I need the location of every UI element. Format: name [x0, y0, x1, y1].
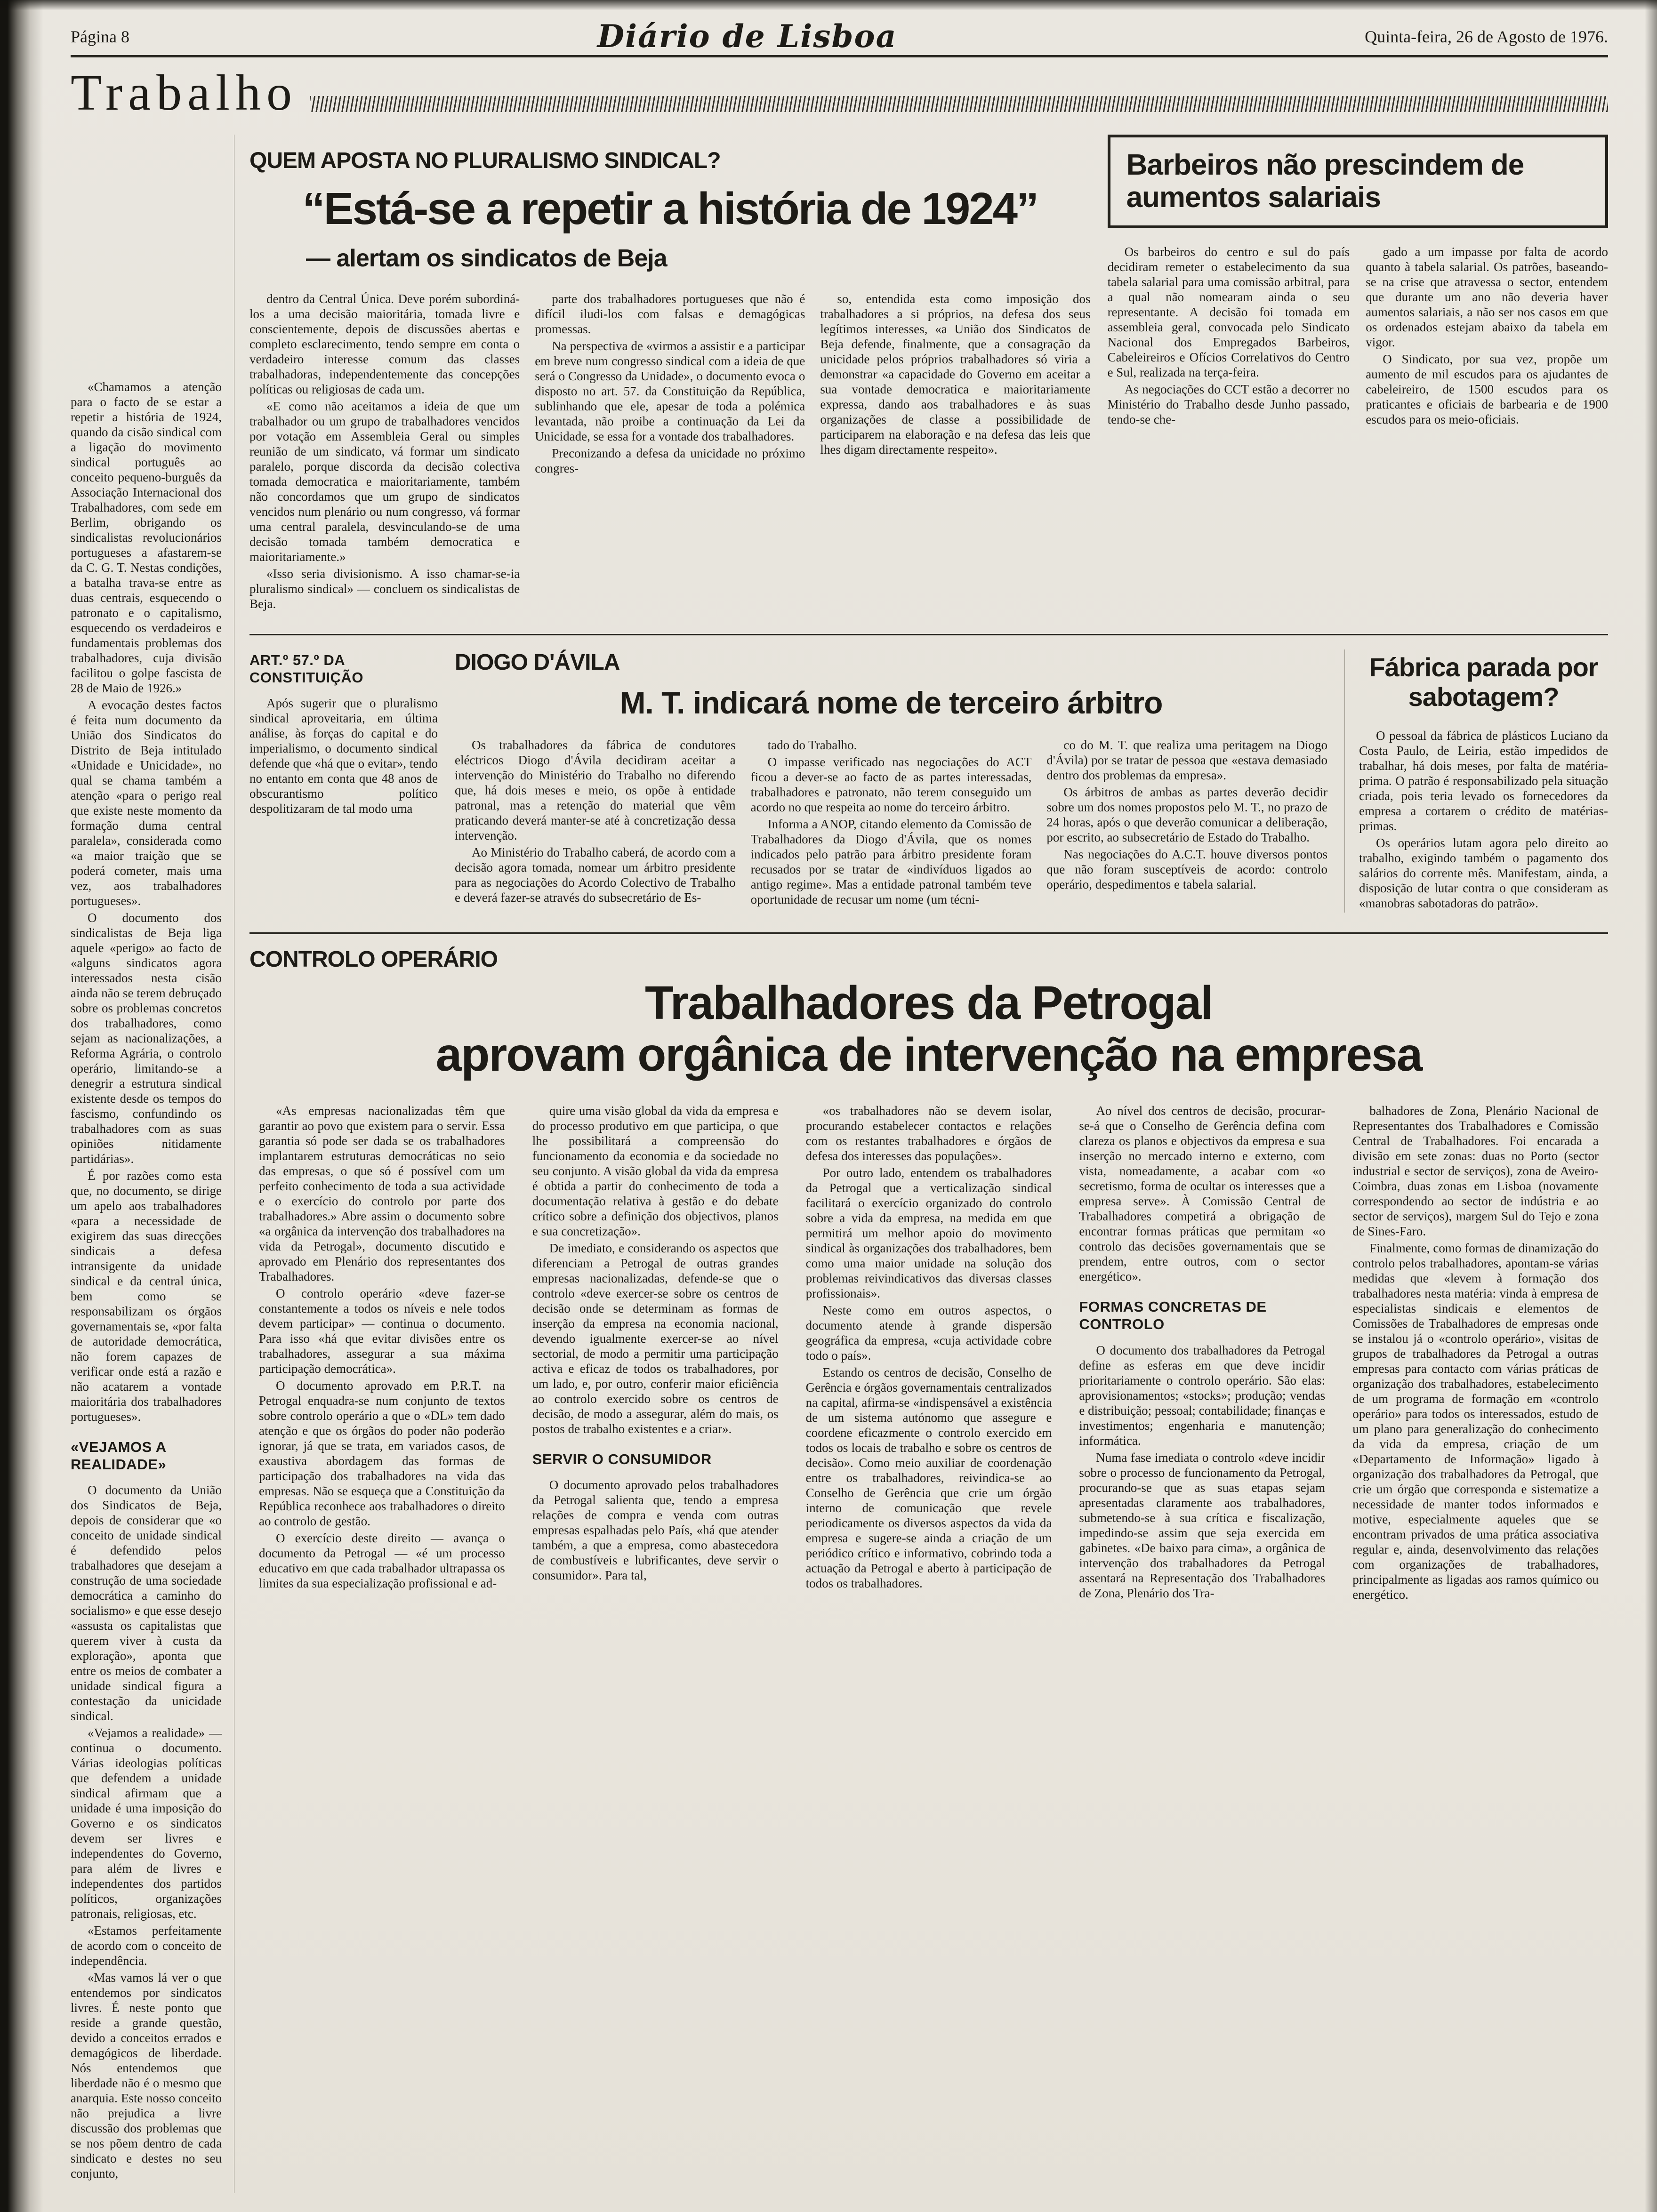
beja-article: [249, 135, 1091, 613]
paragraph: O controlo operário «deve fazer-se constantemente a todos os níveis e nele todos devem participar» — continua o documento. Para isso «há que evitar divisões entre os trabalhadores, assegurar a sua máxima participação democrática».: [259, 1286, 505, 1376]
section-title-rule: [310, 96, 1608, 112]
paragraph: Os operários lutam agora pelo direito ao trabalho, exigindo também o pagamento dos salários do corrente mês. Manifestam, ainda, a disposição de lutar contra o que consideram as «manobras sabotadoras do patrão».: [1359, 836, 1608, 911]
paragraph: Os barbeiros do centro e sul do país decidiram remeter o estabelecimento da sua tabela salarial para uma comissão arbitral, para a qual não nomearam ainda o seu representante. A decisão foi tomada em assembleia geral, convocada pelo Sindicato Nacional dos Empregados Barbeiros, Cabeleireiros e Ofícios Correlativos do Centro e Sul, realizada na terça-feira.: [1107, 244, 1350, 379]
diogo-column-2: [751, 737, 1032, 909]
paragraph: O documento aprovado pelos trabalhadores da Petrogal salienta que, tendo a empresa relações de compra e venda com outras empresas espalhadas pelo País, «há que atender também, a que a empresa, como abastecedora de combustíveis e lubrificantes, deve servir o consumidor». Para tal,: [532, 1478, 779, 1583]
paragraph: dentro da Central Única. Deve porém subordiná-los a uma decisão maioritária, tomada livre e conscientemente, depois de discussões abertas e completo esclarecimento, tendo sempre em conta o verdadeiro interesse comum das classes trabalhadoras, independentemente das concepções políticas ou religiosas de cada um.: [249, 291, 520, 396]
petrogal-subhead-servir: SERVIR O CONSUMIDOR: [532, 1451, 712, 1468]
petrogal-column-2: [532, 1103, 779, 1604]
paragraph: quire uma visão global da vida da empresa e do processo produtivo em que participa, o que lhe possibilitará a compreensão do funcionamento da economia e da sociedade no seu conjunto. A visão global da vida da empresa é obtida a partir do conhecimento de toda a documentação relativa à gestão e do debate crítico sobre a definição dos objectivos, planos e sua concretização».: [532, 1104, 779, 1239]
paragraph: As negociações do CCT estão a decorrer no Ministério do Trabalho desde Junho passado, tendo-se che-: [1107, 382, 1350, 426]
paragraph: co do M. T. que realiza uma peritagem na Diogo d'Ávila) por se tratar de pessoa que «estava demasiado dentro dos problemas da empresa».: [1046, 737, 1328, 782]
diogo-column-3: [1046, 737, 1327, 909]
section-title-trabalho: Trabalho: [71, 64, 298, 121]
paragraph: so, entendida esta como imposição dos trabalhadores a si próprios, na defesa dos seus legítimos interesses, «a União dos Sindicatos de Beja defende, finalmente, que a consagração da unicidade pelos próprios trabalhadores só viria a demonstrar «a capacidade do Governo em aceitar a sua vontade democratica e maioritariamente expressa, dando aos trabalhadores e às suas organizações de classe a possibilidade de participarem na elaboração e na defesa das leis que lhes digam directamente respeito».: [820, 291, 1091, 457]
scan-artifact-top-edge: [0, 0, 1657, 10]
paragraph: Preconizando a defesa da unicidade no próximo congres-: [535, 446, 805, 475]
paragraph: O documento aprovado em P.R.T. na Petrogal enquadra-se num conjunto de textos sobre controlo operário a que o «DL» tem dado atenção e que os órgãos do poder não poderão ignorar, já que se trata, em variados casos, de exaustiva abordagem das formas de participação dos trabalhadores na vida das empresas. Não se esqueça que a Constituição da República reconhece aos trabalhadores o direito ao controlo de gestão.: [259, 1378, 505, 1529]
paragraph: O Sindicato, por sua vez, propõe um aumento de mil escudos para os ajudantes de cabeleireiro, de 1500 escudos para os praticantes e oficiais de barbearia e de 1900 escudos para os meio-oficiais.: [1366, 352, 1608, 426]
petrogal-headline-line1: Trabalhadores da Petrogal: [645, 977, 1213, 1030]
beja-body: [249, 291, 1091, 613]
barbeiros-headline-box: [1108, 135, 1608, 228]
petrogal-column-3: [806, 1103, 1052, 1604]
diogo-headline: M. T. indicará nome de terceiro árbitro: [619, 685, 1163, 720]
barbeiros-column-1: [1108, 244, 1350, 429]
fabrica-text: [1359, 728, 1608, 911]
paragraph: Estando os centros de decisão, Conselho de Gerência e órgãos governamentais centralizados na capital, afirma-se «indispensável a existência de um sistema autónomo que assegure e coordene eficazmente o controlo exercido em todos os locais de trabalho e sobre os centros de decisão». Como meio auxiliar de coordenação entre os trabalhadores, reivindica-se ao Conselho de Gerência que crie um órgão interno de comunicação que revele periodicamente os diversos aspectos da vida da empresa e sugere-se ainda a criação de um periódico crítico e informativo, cobrindo toda a actuação da Petrogal e aberto à participação de todos os trabalhadores.: [805, 1365, 1052, 1591]
beja-subhead: — alertam os sindicatos de Beja: [306, 244, 667, 272]
petrogal-headline-line2: aprovam orgânica de intervenção na empresa: [435, 1028, 1422, 1082]
petrogal-body: [249, 1103, 1608, 1604]
page-number: Página 8: [71, 27, 129, 46]
petrogal-col2b-text: [532, 1477, 779, 1583]
petrogal-article: [249, 932, 1608, 2193]
paragraph: Nas negociações do A.C.T. houve diversos pontos que não foram susceptíveis de acordo: controlo operário, despedimentos e tabela salarial.: [1046, 847, 1328, 891]
scan-artifact-right-edge: [1645, 0, 1657, 2212]
paragraph: Neste como em outros aspectos, o documento atende à grande dispersão geográfica da empresa, «cuja actividade cobre todo o país».: [805, 1303, 1052, 1363]
paragraph: De imediato, e considerando os aspectos que diferenciam a Petrogal de outras grandes empresas nacionalizadas, defende-se que o controlo «deve exercer-se sobre os centros de decisão onde se determinam as formas de inserção da empresa na economia nacional, devendo igualmente exercer-se ao nível sectorial, de modo a permitir uma participação activa e eficaz de todos os trabalhadores, por um lado, e, por outro, conferir maior eficiência ao controlo exercido sobre os centros de decisão, de modo a assegurar, além do mais, os postos de trabalho existentes e a criar».: [532, 1241, 779, 1436]
paragraph: parte dos trabalhadores portugueses que não é difícil iludi-los com falsas e demagógicas promessas.: [535, 291, 805, 336]
beja-column-3: [535, 291, 805, 613]
fabrica-headline: Fábrica parada por sabotagem?: [1369, 652, 1598, 712]
paragraph: tado do Trabalho.: [767, 737, 857, 752]
beja-column-2: [249, 291, 520, 613]
paragraph: Ao nível dos centros de decisão, procurar-se-á que o Conselho de Gerência defina com clareza os planos e objectivos da empresa e sua inserção no mercado interno e externo, com vista, nomeadamente, a acabar com «o secretismo, forma de ocultar os interesses que a empresa serve». À Comissão Central de Trabalhadores competirá a obrigação de encontrar formas práticas que permitam «o controlo das decisões governamentais que se prendem, entre outros, com o sector energético».: [1079, 1104, 1326, 1284]
section-header: [71, 64, 1608, 121]
beja-column-2b: [249, 649, 438, 913]
page-header: [71, 18, 1608, 57]
diogo-article: [455, 649, 1327, 913]
barbeiros-article: [1108, 135, 1608, 613]
petrogal-column-4: [1079, 1103, 1325, 1604]
paragraph: O exercício deste direito — avança o documento da Petrogal — «é um processo educativo em que cada trabalhador ultrapassa os limites da sua especialização profissional e ad-: [259, 1531, 505, 1591]
paragraph: «E como não aceitamos a ideia de que um trabalhador ou um grupo de trabalhadores vencidos por votação em Assembleia Geral ou simples reunião de um sindicato, vá formar um sindicato paralelo, porque discorda da decisão colectiva tomada democratica e maioritariamente, também não concordamos que um grupo de sindicatos vencidos num plenário ou num congresso, vá formar uma central paralela, desvinculando-se de uma decisão tomada também democratica e maioritariamente.»: [249, 399, 520, 564]
petrogal-col2-text: [532, 1103, 779, 1436]
beja-col1-text: [71, 379, 222, 1424]
paragraph: gado a um impasse por falta de acordo quanto à tabela salarial. Os patrões, baseando-se na crise que atravessa o sector, entendem que durante um ano não deveria haver aumentos salariais, a não ser nos casos em que os ordenados estejam abaixo da tabela em vigor.: [1366, 244, 1608, 349]
paragraph: O documento dos sindicalistas de Beja liga aquele «perigo» ao facto de «alguns sindicatos agora interessados nesta cisão ainda não se terem debruçado sobre os problemas concretos dos trabalhadores, como sejam as nacionalizações, a Reforma Agrária, o controlo operário, limitando-se a denegrir a estrutura sindical existente desde os tempos do fascismo, confundindo os trabalhadores com as suas opiniões nitidamente partidárias».: [71, 910, 222, 1166]
paragraph: Numa fase imediata o controlo «deve incidir sobre o processo de funcionamento da Petrogal, procurando-se que as suas etapas sejam apresentadas claramente aos trabalhadores, submetendo-se à sua crítica e fiscalização, impedindo-se assim que seja exercida em gabinetes. «De baixo para cima», a orgânica de intervenção dos trabalhadores da Petrogal assentará na Representação dos Trabalhadores de Zona, Plenário dos Tra-: [1079, 1450, 1326, 1600]
paragraph: «Mas vamos lá ver o que entendemos por sindicatos livres. É neste ponto que reside a grande questão, devido a conceitos errados e demagógicos de liberdade. Nós entendemos que liberdade não é o mesmo que anarquia. Este nosso conceito não prejudica a livre discussão dos problemas que se nos põem dentro de cada sindicato e destes no seu conjunto,: [71, 1971, 222, 2181]
paragraph: O pessoal da fábrica de plásticos Luciano da Costa Paulo, de Leiria, estão impedidos de trabalhar, há dois meses, por falta de matéria-prima. O patrão é responsabilizado pela situação criada, pois teria levado os fornecedores da empresa a cortarem o crédito de matérias-primas.: [1359, 729, 1608, 834]
scan-artifact-left-edge: [0, 0, 43, 2212]
paragraph: «As empresas nacionalizadas têm que garantir ao povo que existem para o servir. Essa garantia só pode ser dada se os trabalhadores implantarem estruturas democráticas no seio das empresas, o que só é possível com um perfeito conhecimento de toda a sua actividade e o exercício do controlo por parte dos trabalhadores.» Abre assim o documento sobre «a orgânica da intervenção dos trabalhadores na vida da Petrogal», documento discutido e aprovado em Plenário dos representantes dos Trabalhadores.: [259, 1104, 505, 1284]
beja-col2b-text: [249, 696, 438, 816]
paragraph: Por outro lado, entendem os trabalhadores da Petrogal que a verticalização sindical facilitará o exercício organizado do controlo sobre a vida da empresa, na medida em que permitirá um melhor apoio do movimento sindical às organizações dos trabalhadores, bem como uma maior unidade na solução dos problemas reivindicativos das diversas classes profissionais».: [805, 1166, 1052, 1301]
paragraph: Informa a ANOP, citando elemento da Comissão de Trabalhadores da Diogo d'Ávila, que os nomes indicados pelo patrão para árbitro presidente foram recusados por se tratar de «indivíduos ligados ao antigo regime». Mas a entidade patronal também teve oportunidade de recusar um nome (um técni-: [750, 817, 1032, 906]
paragraph: Os árbitros de ambas as partes deverão decidir sobre um dos nomes propostos pelo M. T., no prazo de 24 horas, após o que deverão comunicar a deliberação, por escrito, ao subsecretário de Estado do Trabalho.: [1046, 785, 1328, 844]
paragraph: A evocação destes factos é feita num documento da União dos Sindicatos do Distrito de Beja intitulado «Unidade e Unicidade», no qual se chama também a atenção «para o perigo real que existe neste momento da formação duma central paralela», considerada como «a maior traição que se poderá cometer, mais uma vez, aos trabalhadores portugueses».: [71, 697, 222, 908]
fabrica-article: [1344, 649, 1608, 913]
beja-col1b-text: [71, 1483, 222, 2181]
paragraph: É por razões como esta que, no documento, se dirige um apelo aos trabalhadores «para a necessidade de exigirem das suas direcções sindicais a defesa intransigente da unidade sindical e da central única, bem como se responsabilizam os órgãos governamentais se, «por falta de autoridade democrática, não forem capazes de verificar onde está a razão e não acatarem a vontade maioritária dos trabalhadores portugueses».: [71, 1168, 222, 1424]
petrogal-subhead-formas: FORMAS CONCRETAS DE CONTROLO: [1079, 1298, 1267, 1333]
paragraph: «Isso seria divisionismo. A isso chamar-se-ia pluralismo sindical» — concluem os sindicalistas de Beja.: [249, 566, 520, 611]
paragraph: O documento da União dos Sindicatos de Beja, depois de considerar que «o conceito de unidade sindical é defendido pelos trabalhadores que desejam a construção de uma sociedade democrática a caminho do socialismo» e que esse desejo «assusta os capitalistas que querem viver à custa da exploração», aponta que entre os meios de combater a unidade sindical figura a contestação da unicidade sindical.: [71, 1483, 222, 1723]
beja-headline: “Está-se a repetir a história de 1924”: [302, 183, 1038, 234]
paragraph: «Vejamos a realidade» — continua o documento. Várias ideologias políticas que defendem a unidade sindical afirmam que a unidade é uma imposição do Governo e os sindicatos devem ser livres e independentes do Governo, para além de livres e independentes dos partidos políticos, organizações patronais, religiosas, etc.: [71, 1726, 222, 1921]
beja-column-4: [820, 291, 1090, 613]
paragraph: Após sugerir que o pluralismo sindical aproveitaria, em última análise, às forças do capital e do imperialismo, o documento sindical defende que «há que o evitar», tendo no entanto em conta que 48 anos de obscurantismo político despolitizaram de tal modo uma: [249, 696, 438, 816]
barbeiros-headline: Barbeiros não prescindem de aumentos salariais: [1126, 148, 1524, 214]
paragraph: Ao Ministério do Trabalho caberá, de acordo com a decisão agora tomada, nomear um árbitro presidente para as negociações do Acordo Colectivo de Trabalho e deverá fazer-se através do subsecretário de Es-: [455, 845, 736, 905]
petrogal-col4b-text: [1079, 1343, 1325, 1601]
paragraph: balhadores de Zona, Plenário Nacional de Representantes dos Trabalhadores e Comissão Central de Trabalhadores. Foi encarada a divisão em sete zonas: duas no Porto (sector industrial e sector de serviços), zona de Aveiro-Coimbra, duas zonas em Lisboa (novamente correspondendo ao sector de indústria e ao sector de serviços), margem Sul do Tejo e zona de Sines-Faro.: [1352, 1104, 1599, 1239]
top-row: [249, 135, 1608, 613]
paragraph: «Chamamos a atenção para o facto de se estar a repetir a história de 1924, quando da cisão sindical com a ligação do movimento sindical português ao conceito pequeno-burguês da Associação Internacional dos Trabalhadores, com sede em Berlim, obrigando os sindicalistas revolucionários portugueses a afastarem-se da C. G. T. Nestas condições, a batalha trava-se entre as duas centrais, esquecendo o patronato e o capitalismo, esquecendo os verdadeiros e fundamentais problemas dos trabalhadores, cuja divisão facilitou o golpe fascista de 28 de Maio de 1926.»: [71, 379, 222, 695]
beja-subhead-vejamos: «VEJAMOS A REALIDADE»: [71, 1438, 167, 1473]
page-content: [71, 135, 1608, 2193]
petrogal-column-1: [259, 1103, 505, 1604]
beja-column-1: [71, 135, 234, 2193]
beja-subhead-art57: ART.º 57.º DA CONSTITUIÇÃO: [249, 651, 363, 686]
issue-date: Quinta-feira, 26 de Agosto de 1976.: [1365, 27, 1608, 46]
diogo-kicker: DIOGO D'ÁVILA: [455, 649, 620, 675]
diogo-column-1: [455, 737, 736, 909]
paragraph: «os trabalhadores não se devem isolar, procurando estabelecer contactos e relações com os restantes trabalhadores e órgãos de defesa dos interesses das populações».: [805, 1104, 1052, 1163]
barbeiros-body: [1108, 244, 1608, 429]
main-region: [249, 135, 1608, 2193]
petrogal-kicker: CONTROLO OPERÁRIO: [249, 947, 498, 972]
paragraph: O documento dos trabalhadores da Petrogal define as esferas em que deve incidir prioritariamente o controlo operário. São elas: aprovisionamentos; «stocks»; produção; vendas e distribuição; pessoal; contabilidade; finanças e investimentos; engenharia e manutenção; informática.: [1079, 1343, 1326, 1448]
middle-row: [249, 634, 1608, 913]
barbeiros-column-2: [1366, 244, 1608, 429]
petrogal-col4-text: [1079, 1103, 1325, 1284]
paragraph: Na perspectiva de «virmos a assistir e a participar em breve num congresso sindical com a ideia de que será o Congresso da Unidade», o documento evoca o disposto no art. 57. da Constituição da República, sublinhando que ele, apesar de toda a polémica levantada, não proibe a continuação da Lei da Unicidade, se essa for a vontade dos trabalhadores.: [535, 338, 805, 443]
diogo-body: [455, 737, 1327, 909]
masthead-title: Diário de Lisboa: [597, 18, 897, 55]
paragraph: Os trabalhadores da fábrica de condutores eléctricos Diogo d'Ávila decidiram aceitar a intervenção do Ministério do Trabalho no diferendo que, há dois meses e meio, os opõe à entidade patronal, mas a retenção do material que vêm praticando deverá manter-se até à concretização dessa intervenção.: [455, 737, 736, 842]
paragraph: O impasse verificado nas negociações do ACT ficou a dever-se ao facto de as partes interessadas, trabalhadores e patronato, não terem conseguido um acordo no que respeita ao nome do terceiro árbitro.: [750, 754, 1032, 814]
beja-kicker: QUEM APOSTA NO PLURALISMO SINDICAL?: [249, 148, 721, 173]
paragraph: «Estamos perfeitamente de acordo com o conceito de independência.: [71, 1923, 222, 1968]
paragraph: Finalmente, como formas de dinamização do controlo pelos trabalhadores, apontam-se várias medidas que «levem à formação dos trabalhadores nesta matéria: vinda à empresa de especialistas sindicais e elementos de Comissões de Trabalhadores de empresas onde se instalou já o «controlo operário», visitas de grupos de trabalhadores da Petrogal a outras empresas para contacto com várias práticas de organização dos trabalhadores, estabelecimento de um programa de formação em «controlo operário» para todos os interessados, estudo de um plano para generalização do conhecimento da vida da empresa, criação de um «Departamento de Informação» ligado à organização dos trabalhadores da Petrogal, que crie um órgão que corresponda e sistematize a necessidade de manter todos informados e motive, especialmente aqueles que se encontram privados de uma prática associativa regular e, ainda, desenvolvimento das relações com organizações de trabalhadores, principalmente as ligadas aos ramos químico ou energético.: [1352, 1241, 1599, 1602]
petrogal-column-5: [1352, 1103, 1599, 1604]
